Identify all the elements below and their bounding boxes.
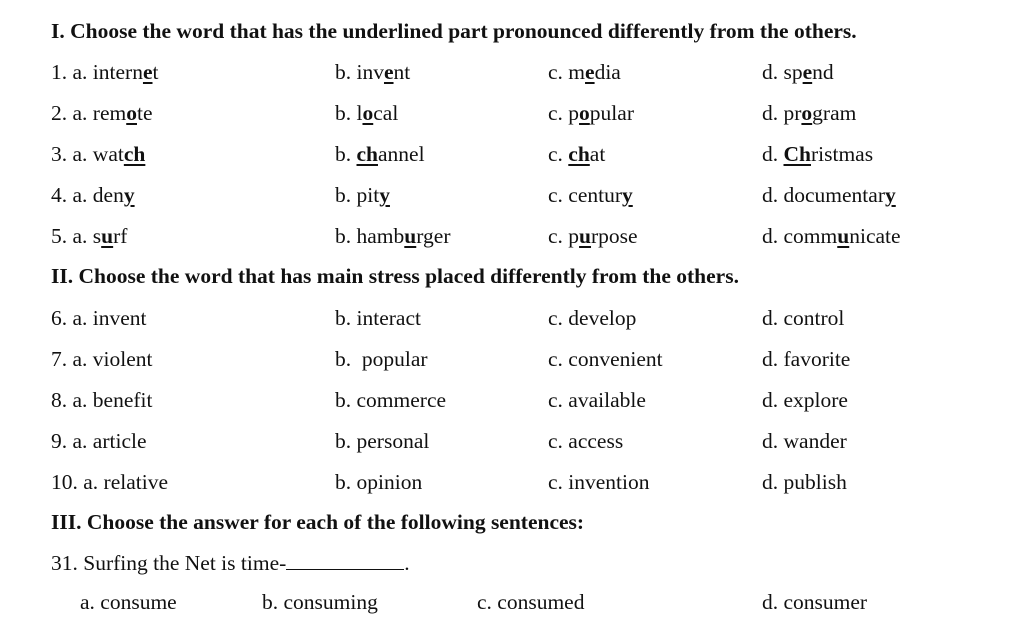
question-text: Surfing the Net is time- [83, 551, 287, 575]
option-d [762, 306, 844, 331]
option-text: d. publish [762, 470, 847, 494]
option-d [762, 470, 847, 495]
option-a [51, 306, 147, 331]
option-b: b. consuming [262, 590, 378, 614]
word-part: rpose [591, 224, 638, 248]
underlined-part: o [801, 101, 813, 125]
word-part: inv [356, 60, 384, 84]
section-2-title: II. Choose the word that has main stress placed differently from the others. [51, 264, 739, 288]
option-c [548, 429, 623, 454]
underlined-part: ch [356, 142, 378, 166]
option-a [51, 183, 135, 208]
section-3-title: III. Choose the answer for each of the following sentences: [51, 510, 585, 534]
question-row [0, 60, 1024, 88]
option-a [51, 429, 147, 454]
option-a: a. consume [80, 590, 177, 614]
option-a [51, 60, 158, 85]
question-row [0, 183, 1024, 211]
option-a [51, 347, 153, 372]
underlined-part: ch [123, 142, 146, 166]
option-text: d. explore [762, 388, 848, 412]
option-letter: a. [72, 183, 88, 207]
underlined-part: e [383, 60, 394, 84]
word-part: documentar [783, 183, 885, 207]
section-1-title: I. Choose the word that has the underlined part pronounced differently from the others. [51, 19, 857, 43]
option-b [335, 429, 429, 454]
option-letter: a. [72, 101, 88, 125]
word-part: intern [92, 60, 143, 84]
word-part: hamb [356, 224, 405, 248]
question-row [0, 429, 1024, 457]
option-d: d. consumer [762, 590, 868, 614]
word-part: dia [594, 60, 621, 84]
option-letter: c. [548, 60, 563, 84]
option-text: a. violent [72, 347, 153, 371]
option-d [762, 347, 850, 372]
word-part: cal [373, 101, 399, 125]
underlined-part: y [622, 183, 633, 207]
word-part: nd [812, 60, 834, 84]
option-b [335, 347, 428, 372]
option-d [762, 388, 848, 413]
word-part: nicate [849, 224, 901, 248]
option-text: b. interact [335, 306, 421, 330]
question-row [0, 142, 1024, 170]
question-number: 10. [51, 470, 78, 494]
option-b [335, 60, 410, 85]
option-text: d. control [762, 306, 845, 330]
question-31 [51, 551, 410, 576]
option-d [762, 224, 901, 249]
option-letter: b. [335, 224, 352, 248]
word-part: wat [92, 142, 124, 166]
option-a [51, 101, 153, 126]
question-end: . [404, 551, 410, 575]
word-part: rem [92, 101, 127, 125]
underlined-part: o [126, 101, 137, 125]
word-part: p [568, 224, 580, 248]
option-b [335, 224, 450, 249]
option-letter: b. [335, 183, 352, 207]
question-number: 31. [51, 551, 78, 575]
option-letter: b. [335, 101, 352, 125]
underlined-part: ch [568, 142, 590, 166]
underlined-part: u [404, 224, 417, 248]
option-text: a. invent [72, 306, 147, 330]
word-part: l [356, 101, 363, 125]
option-text: b. personal [335, 429, 430, 453]
option-text: b. popular [335, 347, 428, 371]
word-part: m [568, 60, 586, 84]
option-c [548, 347, 663, 372]
word-part: ristmas [810, 142, 874, 166]
option-b [335, 142, 425, 167]
question-row [0, 470, 1024, 498]
word-part: s [92, 224, 102, 248]
word-part: nt [393, 60, 411, 84]
underlined-part: y [123, 183, 135, 207]
option-a [51, 470, 168, 495]
word-part: centur [568, 183, 623, 207]
word-part: at [589, 142, 606, 166]
question-number: 2. [51, 101, 68, 125]
question-number: 9. [51, 429, 68, 453]
underlined-part: e [802, 60, 813, 84]
word-part: den [92, 183, 124, 207]
option-text: b. opinion [335, 470, 423, 494]
option-text: c. access [548, 429, 624, 453]
underlined-part: u [101, 224, 114, 248]
option-letter: d. [762, 183, 779, 207]
option-letter: b. [335, 60, 352, 84]
option-d [762, 429, 847, 454]
question-row [0, 347, 1024, 375]
word-part: p [568, 101, 580, 125]
option-b [335, 388, 446, 413]
underlined-part: e [142, 60, 153, 84]
option-letter: d. [762, 101, 779, 125]
question-number: 8. [51, 388, 68, 412]
question-number: 7. [51, 347, 68, 371]
option-letter: d. [762, 60, 779, 84]
word-part: gram [812, 101, 857, 125]
word-part: pular [589, 101, 634, 125]
option-text: c. develop [548, 306, 637, 330]
answer-blank [286, 551, 404, 570]
word-part: comm [783, 224, 838, 248]
option-letter: a. [72, 142, 88, 166]
option-b [335, 101, 398, 126]
underlined-part: u [837, 224, 850, 248]
option-text: d. wander [762, 429, 847, 453]
question-number: 3. [51, 142, 68, 166]
question-number: 4. [51, 183, 68, 207]
option-text: a. benefit [72, 388, 153, 412]
word-part: pr [783, 101, 802, 125]
option-c [548, 60, 621, 85]
option-text: a. article [72, 429, 147, 453]
option-text: d. favorite [762, 347, 851, 371]
option-a [51, 142, 145, 167]
question-number: 1. [51, 60, 68, 84]
option-d [762, 183, 896, 208]
underlined-part: o [362, 101, 374, 125]
option-letter: b. [335, 142, 352, 166]
option-c [548, 101, 634, 126]
option-letter: c. [548, 101, 563, 125]
option-b [335, 306, 421, 331]
word-part: te [136, 101, 153, 125]
option-text: b. commerce [335, 388, 447, 412]
option-c [548, 183, 633, 208]
option-text: c. convenient [548, 347, 663, 371]
option-text: c. invention [548, 470, 650, 494]
question-number: 5. [51, 224, 68, 248]
question-row [0, 101, 1024, 129]
option-d [762, 142, 873, 167]
underlined-part: y [379, 183, 390, 207]
question-row [0, 224, 1024, 252]
word-part: sp [783, 60, 803, 84]
option-a [51, 224, 127, 249]
question-row [0, 306, 1024, 334]
option-letter: c. [548, 142, 563, 166]
word-part: pit [356, 183, 380, 207]
option-letter: c. [548, 224, 563, 248]
word-part: rf [113, 224, 128, 248]
option-letter: d. [762, 142, 779, 166]
option-letter: a. [72, 224, 88, 248]
underlined-part: Ch [783, 142, 811, 166]
question-31-options [0, 590, 1024, 618]
option-letter: a. [72, 60, 88, 84]
option-a [51, 388, 153, 413]
option-c: c. consumed [477, 590, 585, 614]
underlined-part: y [885, 183, 896, 207]
underlined-part: e [585, 60, 595, 84]
option-c [548, 470, 650, 495]
option-text: c. available [548, 388, 646, 412]
option-c [548, 306, 636, 331]
option-c [548, 224, 638, 249]
option-letter: d. [762, 224, 779, 248]
word-part: t [152, 60, 159, 84]
option-letter: c. [548, 183, 563, 207]
underlined-part: u [579, 224, 592, 248]
word-part: annel [378, 142, 425, 166]
question-row [0, 388, 1024, 416]
word-part: rger [416, 224, 451, 248]
option-d [762, 60, 834, 85]
option-b [335, 470, 422, 495]
option-text: a. relative [83, 470, 169, 494]
question-number: 6. [51, 306, 68, 330]
option-c [548, 388, 646, 413]
option-b [335, 183, 390, 208]
option-d [762, 101, 856, 126]
underlined-part: o [579, 101, 590, 125]
option-c [548, 142, 605, 167]
